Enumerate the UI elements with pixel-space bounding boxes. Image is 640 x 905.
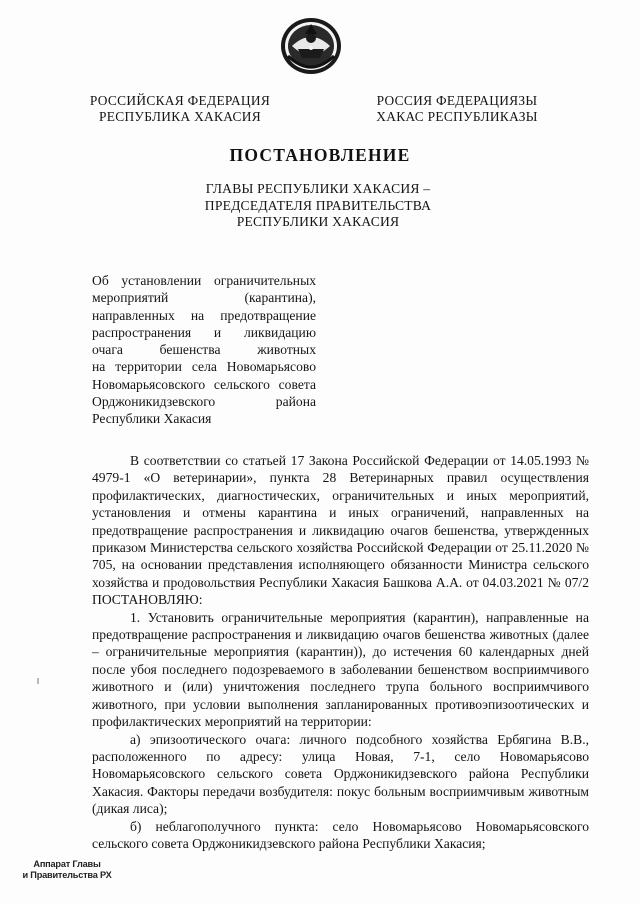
- subject-line: Об установлении ограничительных: [92, 273, 316, 288]
- preamble-paragraph: В соответствии со статьей 17 Закона Российской Федерации от 14.05.1993 № 4979-1 «О ветеринарии», пункта 28 Ветеринарных правил осуществления профилактических, диагностических, ограничительных и иных мероприятий, установления и отмены карантина и иных ограничений, направленных на предотвращение распространения и ликвидацию очагов бешенства, утвержденных приказом Министерства сельского хозяйства Российской Федерации от 25.11.2020 № 705, на основании представления исполняющего обязанности Министра сельского хозяйства и продовольствия Республики Хакасия Башкова А.А. от 04.03.2021 № 07/2 ПОСТАНОВЛЯЮ:: [92, 453, 589, 608]
- header-right: [356, 93, 558, 125]
- subject-line: Орджоникидзевского района: [92, 394, 316, 410]
- subject-line: Республики Хакасия: [92, 411, 212, 427]
- office-stamp: [22, 859, 112, 881]
- margin-mark: [37, 678, 39, 684]
- subject-line: очага бешенства животных: [92, 342, 316, 358]
- header-left-line-2: РЕСПУБЛИКА ХАКАСИЯ: [99, 109, 261, 124]
- header-right-line-1: РОССИЯ ФЕДЕРАЦИЯЗЫ: [376, 93, 538, 108]
- item-1b-paragraph: б) неблагополучного пункта: село Новомарьясово Новомарьясовского сельского совета Орджоникидзевского района Республики Хакасия;: [92, 818, 589, 851]
- item-1-paragraph: 1. Установить ограничительные мероприятия (карантин), направленные на предотвращение распространения и ликвидацию очагов бешенства животных (далее – ограничительные мероприятия (карантин)), до истечения 60 календарных дней после убоя последнего подозреваемого в заболевании бешенством восприимчивого животного и (или) уничтожения последнего трупа больного восприимчивого животного, при условии выполнения запланированных противоэпизоотических и профилактических мероприятий на территории:: [92, 609, 589, 730]
- document-type-title: ПОСТАНОВЛЕНИЕ: [229, 145, 411, 165]
- header-left-line-1: РОССИЙСКАЯ ФЕДЕРАЦИЯ: [89, 93, 271, 108]
- header-left: [80, 93, 280, 125]
- coat-of-arms-emblem-icon: [278, 16, 344, 76]
- issuer-line-2: ПРЕДСЕДАТЕЛЯ ПРАВИТЕЛЬСТВА: [204, 197, 432, 213]
- document-body: [92, 452, 589, 852]
- subject-line: на территории села Новомарьясово: [92, 359, 316, 375]
- document-subject: [92, 272, 316, 428]
- issuer-line-3: РЕСПУБЛИКИ ХАКАСИЯ: [236, 214, 400, 229]
- subject-line: направленных на предотвращение: [92, 307, 316, 323]
- header-right-line-2: ХАКАС РЕСПУБЛИКАЗЫ: [376, 109, 538, 124]
- subject-line: Новомарьясовского сельского совета: [92, 376, 316, 392]
- stamp-line-1: Аппарат Главы: [33, 859, 101, 869]
- subject-line: мероприятий (карантина),: [92, 290, 316, 306]
- document-issuer: [160, 181, 476, 231]
- stamp-line-2: и Правительства РХ: [22, 870, 112, 880]
- subject-line: распространения и ликвидацию: [92, 324, 316, 340]
- item-1a-paragraph: а) эпизоотического очага: личного подсобного хозяйства Ербягина В.В., расположенного по адресу: улица Новая, 7-1, село Новомарьясово Новомарьясовского сельского совета Орджоникидзевского района Республики Хакасия. Факторы передачи возбудителя: покус больным восприимчивым животным (дикая лиса);: [92, 731, 589, 817]
- issuer-line-1: ГЛАВЫ РЕСПУБЛИКИ ХАКАСИЯ –: [205, 181, 431, 196]
